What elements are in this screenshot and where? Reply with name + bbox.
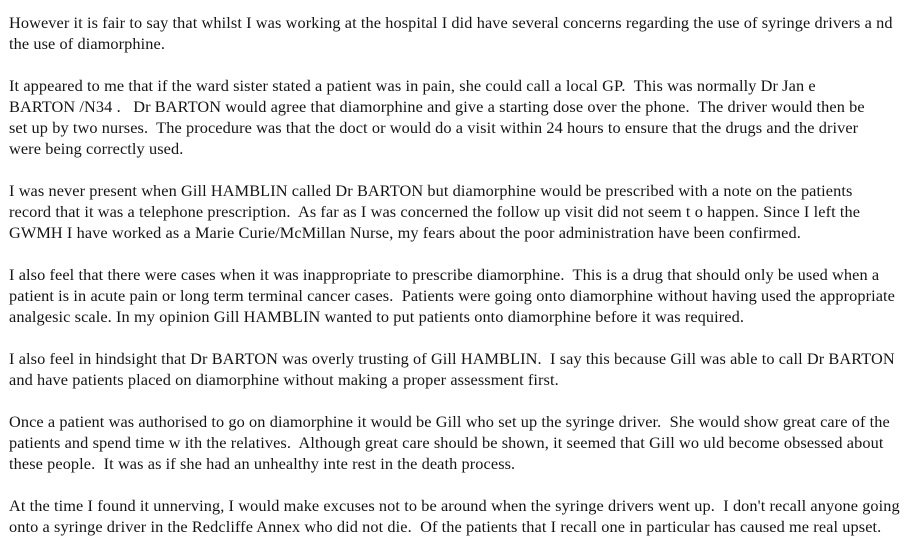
text-line: patients and spend time w ith the relatives. Although great care should be shown, it seemed that Gill wo uld become obsessed about (9, 433, 884, 452)
paragraph-telephone-prescription (9, 180, 913, 243)
text-line: these people. It was as if she had an unhealthy inte rest in the death process. (9, 454, 516, 473)
paragraph-ward-sister-procedure (9, 75, 913, 159)
text-line: I also feel that there were cases when it was inappropriate to prescribe diamorphine. This is a drug that should only be used when a (9, 265, 880, 284)
text-line: were being correctly used. (9, 139, 184, 158)
text-line: However it is fair to say that whilst I was working at the hospital I did have several concerns regarding the use of syringe drivers a nd (9, 13, 893, 32)
text-line: GWMH I have worked as a Marie Curie/McMillan Nurse, my fears about the poor administration have been confirmed. (9, 223, 801, 242)
text-line: BARTON /N34 . Dr BARTON would agree that diamorphine and give a starting dose over the phone. The driver would then be (9, 97, 865, 116)
paragraph-inappropriate-prescribing (9, 264, 913, 327)
text-line: At the time I found it unnerving, I would make excuses not to be around when the syringe drivers went up. I don't recall anyone going (9, 496, 900, 515)
text-line: set up by two nurses. The procedure was that the doct or would do a visit within 24 hours to ensure that the drugs and the driver (9, 118, 859, 137)
paragraph-redcliffe-annex (9, 495, 913, 537)
text-line: onto a syringe driver in the Redcliffe Annex who did not die. Of the patients that I recall one in particular has caused me real upset. (9, 517, 882, 536)
text-line: record that it was a telephone prescription. As far as I was concerned the follow up visit did not seem t o happen. Since I left the (9, 202, 861, 221)
paragraph-obsessed-with-death (9, 411, 913, 474)
text-line: I also feel in hindsight that Dr BARTON was overly trusting of Gill HAMBLIN. I say this because Gill was able to call Dr BARTON (9, 349, 895, 368)
text-line: analgesic scale. In my opinion Gill HAMBLIN wanted to put patients onto diamorphine before it was required. (9, 307, 745, 326)
paragraph-overly-trusting (9, 348, 913, 390)
text-line: patient is in acute pain or long term terminal cancer cases. Patients were going onto diamorphine without having used the appropriate (9, 286, 895, 305)
paragraph-syringe-driver-concerns (9, 12, 913, 54)
text-line: I was never present when Gill HAMBLIN called Dr BARTON but diamorphine would be prescribed with a note on the patients (9, 181, 853, 200)
text-line: It appeared to me that if the ward sister stated a patient was in pain, she could call a local GP. This was normally Dr Jan e (9, 76, 816, 95)
text-line: Once a patient was authorised to go on diamorphine it would be Gill who set up the syringe driver. She would show great care of the (9, 412, 890, 431)
text-line: and have patients placed on diamorphine without making a proper assessment first. (9, 370, 559, 389)
text-line: the use of diamorphine. (9, 34, 166, 53)
